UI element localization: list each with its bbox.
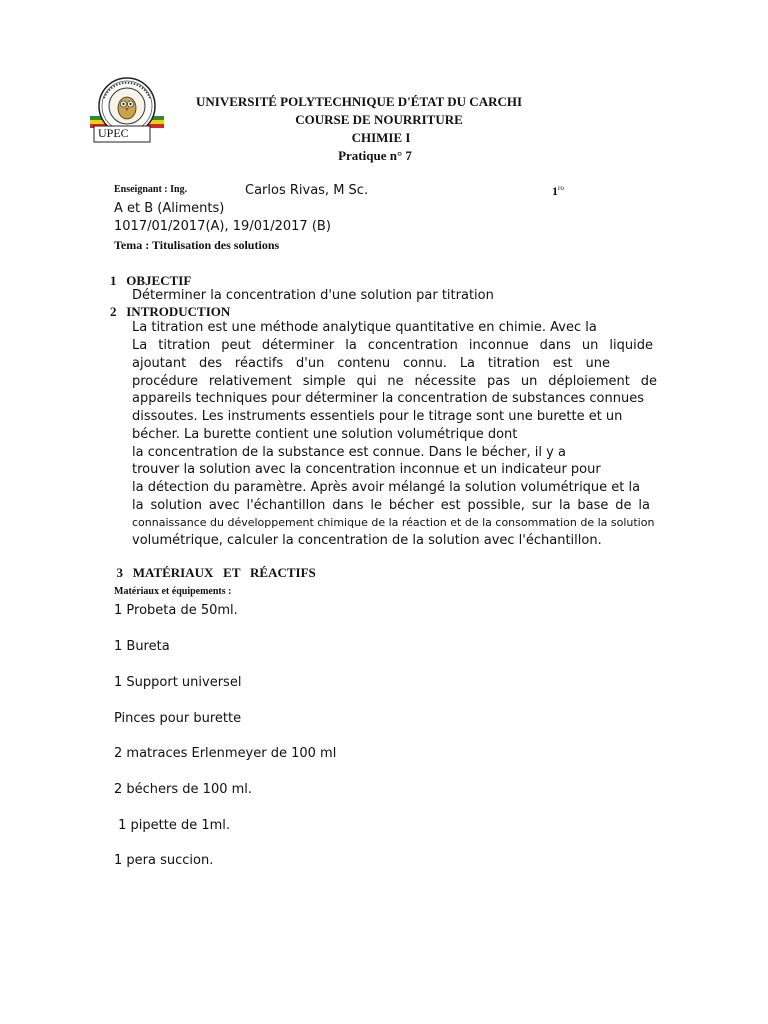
groups-text: A et B (Aliments)	[114, 201, 225, 216]
course-title: COURSE DE NOURRITURE	[295, 112, 463, 127]
practice-title: Pratique n° 7	[338, 148, 412, 163]
material-item: 2 béchers de 100 ml.	[114, 782, 253, 797]
intro-line: La titration est une méthode analytique quantitative en chimie. Avec la	[132, 320, 597, 335]
section-objective-title: OBJECTIF	[126, 273, 192, 288]
section-introduction-title: INTRODUCTION	[126, 304, 231, 319]
intro-line: volumétrique, calculer la concentration de la solution avec l'échantillon.	[132, 533, 602, 548]
teacher-name: Carlos Rivas, M Sc.	[245, 183, 369, 198]
level-number: 1	[552, 184, 558, 198]
section-introduction-heading	[110, 304, 230, 320]
material-item: 1 Support universel	[114, 675, 242, 690]
theme-text: Tema : Titulisation des solutions	[114, 238, 280, 252]
section-materials-number: 3	[116, 565, 123, 580]
teacher-label: Enseignant : Ing.	[114, 184, 188, 195]
section-objective-heading	[110, 273, 191, 289]
intro-line: ajoutant des réactifs d'un contenu connu. La titration est une	[132, 356, 610, 371]
section-materials-heading	[110, 549, 316, 581]
intro-line: la solution avec l'échantillon dans le bécher est possible, sur la base de la	[132, 498, 650, 513]
logo-upec-text: UPEC	[98, 126, 129, 140]
section-introduction-number: 2	[110, 304, 117, 319]
intro-line: bécher. La burette contient une solution volumétrique dont	[132, 427, 518, 442]
intro-line: la concentration de la substance est connue. Dans le bécher, il y a	[132, 445, 566, 460]
subject-title: CHIMIE I	[351, 130, 411, 145]
materials-subtitle: Matériaux et équipements :	[114, 586, 232, 597]
intro-line: connaissance du développement chimique de la réaction et de la consommation de la solution	[132, 516, 655, 529]
university-title: UNIVERSITÉ POLYTECHNIQUE D'ÉTAT DU CARCHI	[196, 94, 523, 109]
intro-line: trouver la solution avec la concentration inconnue et un indicateur pour	[132, 462, 601, 477]
section-objective-number: 1	[110, 273, 117, 288]
intro-line: dissoutes. Les instruments essentiels pour le titrage sont une burette et un	[132, 409, 623, 424]
section-materials-title: MATÉRIAUX ET RÉACTIFS	[132, 565, 316, 580]
level-indicator	[552, 184, 564, 199]
dates-text: 1017/01/2017(A), 19/01/2017 (B)	[114, 219, 331, 234]
material-item: 1 pera succion.	[114, 853, 214, 868]
material-item: 1 pipette de 1ml.	[114, 818, 231, 833]
material-item: 1 Probeta de 50ml.	[114, 603, 238, 618]
intro-line: procédure relativement simple qui ne nécessite pas un déploiement de	[132, 374, 657, 389]
material-item: 1 Bureta	[114, 639, 170, 654]
level-superscript: ro	[558, 184, 564, 192]
intro-line: appareils techniques pour déterminer la concentration de substances connues	[132, 391, 644, 406]
intro-line: La titration peut déterminer la concentration inconnue dans un liquide	[132, 338, 653, 353]
objective-text: Déterminer la concentration d'une solution par titration	[132, 288, 494, 303]
material-item: Pinces pour burette	[114, 711, 242, 726]
material-item: 2 matraces Erlenmeyer de 100 ml	[114, 746, 337, 761]
intro-line: la détection du paramètre. Après avoir mélangé la solution volumétrique et la	[132, 480, 641, 495]
